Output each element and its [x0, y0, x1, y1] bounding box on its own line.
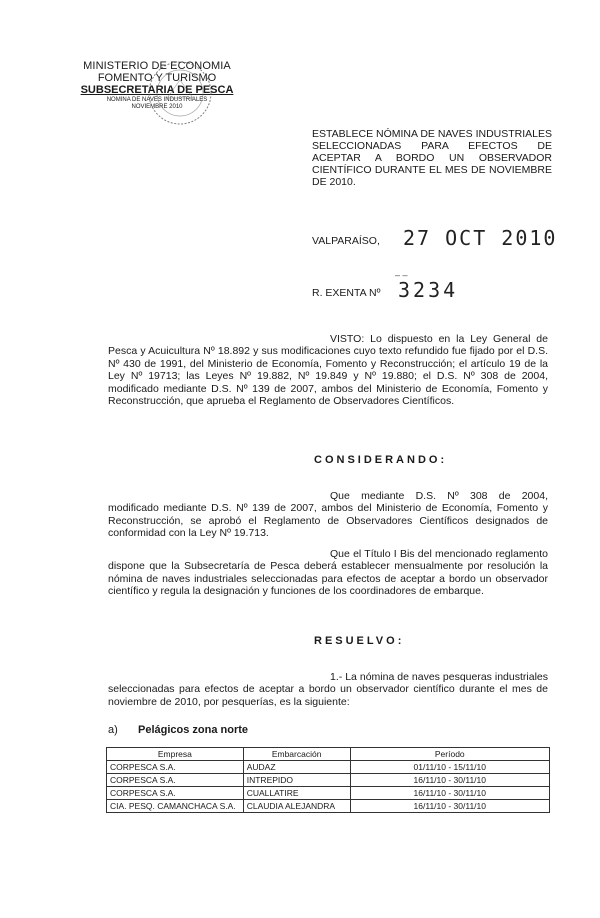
table-row: [107, 774, 550, 787]
resuelvo-paragraph-1: 1.- La nómina de naves pesqueras industriales seleccionadas para efectos de aceptar a bordo un observador científico durante el mes de noviembre de 2010, por pesquerías, es la siguiente:: [108, 671, 548, 708]
decorative-dash: – –: [395, 270, 408, 280]
resolution-label: R. EXENTA Nº: [312, 287, 381, 299]
header-empresa: Empresa: [107, 748, 244, 761]
cell-embarcacion: CLAUDIA ALEJANDRA: [243, 800, 350, 813]
cell-empresa: CIA. PESQ. CAMANCHACA S.A.: [107, 800, 244, 813]
seal-icon: [145, 58, 215, 128]
section-heading: [108, 724, 248, 736]
resuelvo-heading: RESUELVO:: [314, 635, 405, 647]
cell-periodo: 16/11/10 - 30/11/10: [350, 774, 549, 787]
document-title: ESTABLECE NÓMINA DE NAVES INDUSTRIALES SELECCIONADAS PARA EFECTOS DE ACEPTAR A BORDO UN OBSERVADOR CIENTÍFICO DURANTE EL MES DE NOVIEMBRE DE 2010.: [312, 128, 553, 188]
considerando-paragraph-1: Que mediante D.S. Nº 308 de 2004, modificado mediante D.S. Nº 139 de 2007, ambos del Ministerio de Economía, Fomento y Reconstrucción, se aprobó el Reglamento de Observadores Científicos designados de conformidad con la Ley Nº 19.713.: [108, 490, 548, 540]
ministry-subtitle: FOMENTO Y TURISMO: [97, 72, 217, 84]
table-header-row: [107, 748, 550, 761]
considerando-paragraph-2: Que el Título I Bis del mencionado reglamento dispone que la Subsecretaría de Pesca deberá establecer mensualmente por resolución la nómina de naves industriales seleccionadas para efectos de aceptar a bordo un observador científico y regula la designación y funciones de los coordinadores de embarque.: [108, 548, 548, 598]
vessel-table: [106, 747, 550, 813]
resolution-number: 3234: [398, 278, 459, 302]
cell-embarcacion: INTREPIDO: [243, 774, 350, 787]
stamp-line-1: NOMINA DE NAVES INDUSTRIALES: [106, 97, 208, 103]
section-title: Pelágicos zona norte: [138, 724, 249, 736]
cell-embarcacion: CUALLATIRE: [243, 787, 350, 800]
table-row: [107, 761, 550, 774]
ministry-name: MINISTERIO DE ECONOMIA: [83, 60, 231, 72]
cell-periodo: 16/11/10 - 30/11/10: [350, 787, 549, 800]
visto-paragraph: VISTO: Lo dispuesto en la Ley General de Pesca y Acuicultura Nº 18.892 y sus modificaciones cuyo texto refundido fue fijado por el D.S. Nº 430 de 1991, del Ministerio de Economía, Fomento y Reconstrucción; el artículo 19 de la Ley Nº 19713; las Leyes Nº 19.882, Nº 19.849 y Nº 19.880; el D.S. Nº 308 de 2004, modificado mediante D.S. Nº 139 de 2007, ambos del Ministerio de Economía, Fomento y Reconstrucción, que aprueba el Reglamento de Observadores Científicos.: [108, 333, 548, 408]
stamp-line-2: NOVIEMBRE 2010: [131, 104, 183, 110]
cell-empresa: CORPESCA S.A.: [107, 761, 244, 774]
cell-empresa: CORPESCA S.A.: [107, 787, 244, 800]
cell-periodo: 16/11/10 - 30/11/10: [350, 800, 549, 813]
considerando-heading: CONSIDERANDO:: [314, 454, 448, 466]
header-embarcacion: Embarcación: [243, 748, 350, 761]
subsecretaria-name: SUBSECRETARIA DE PESCA: [80, 84, 234, 96]
table-row: [107, 800, 550, 813]
table-row: [107, 787, 550, 800]
header-periodo: Período: [350, 748, 549, 761]
cell-periodo: 01/11/10 - 15/11/10: [350, 761, 549, 774]
date-stamp: 27 OCT 2010: [403, 226, 558, 250]
section-marker: a): [108, 724, 118, 736]
cell-embarcacion: AUDAZ: [243, 761, 350, 774]
cell-empresa: CORPESCA S.A.: [107, 774, 244, 787]
place-label: VALPARAÍSO,: [312, 235, 380, 247]
